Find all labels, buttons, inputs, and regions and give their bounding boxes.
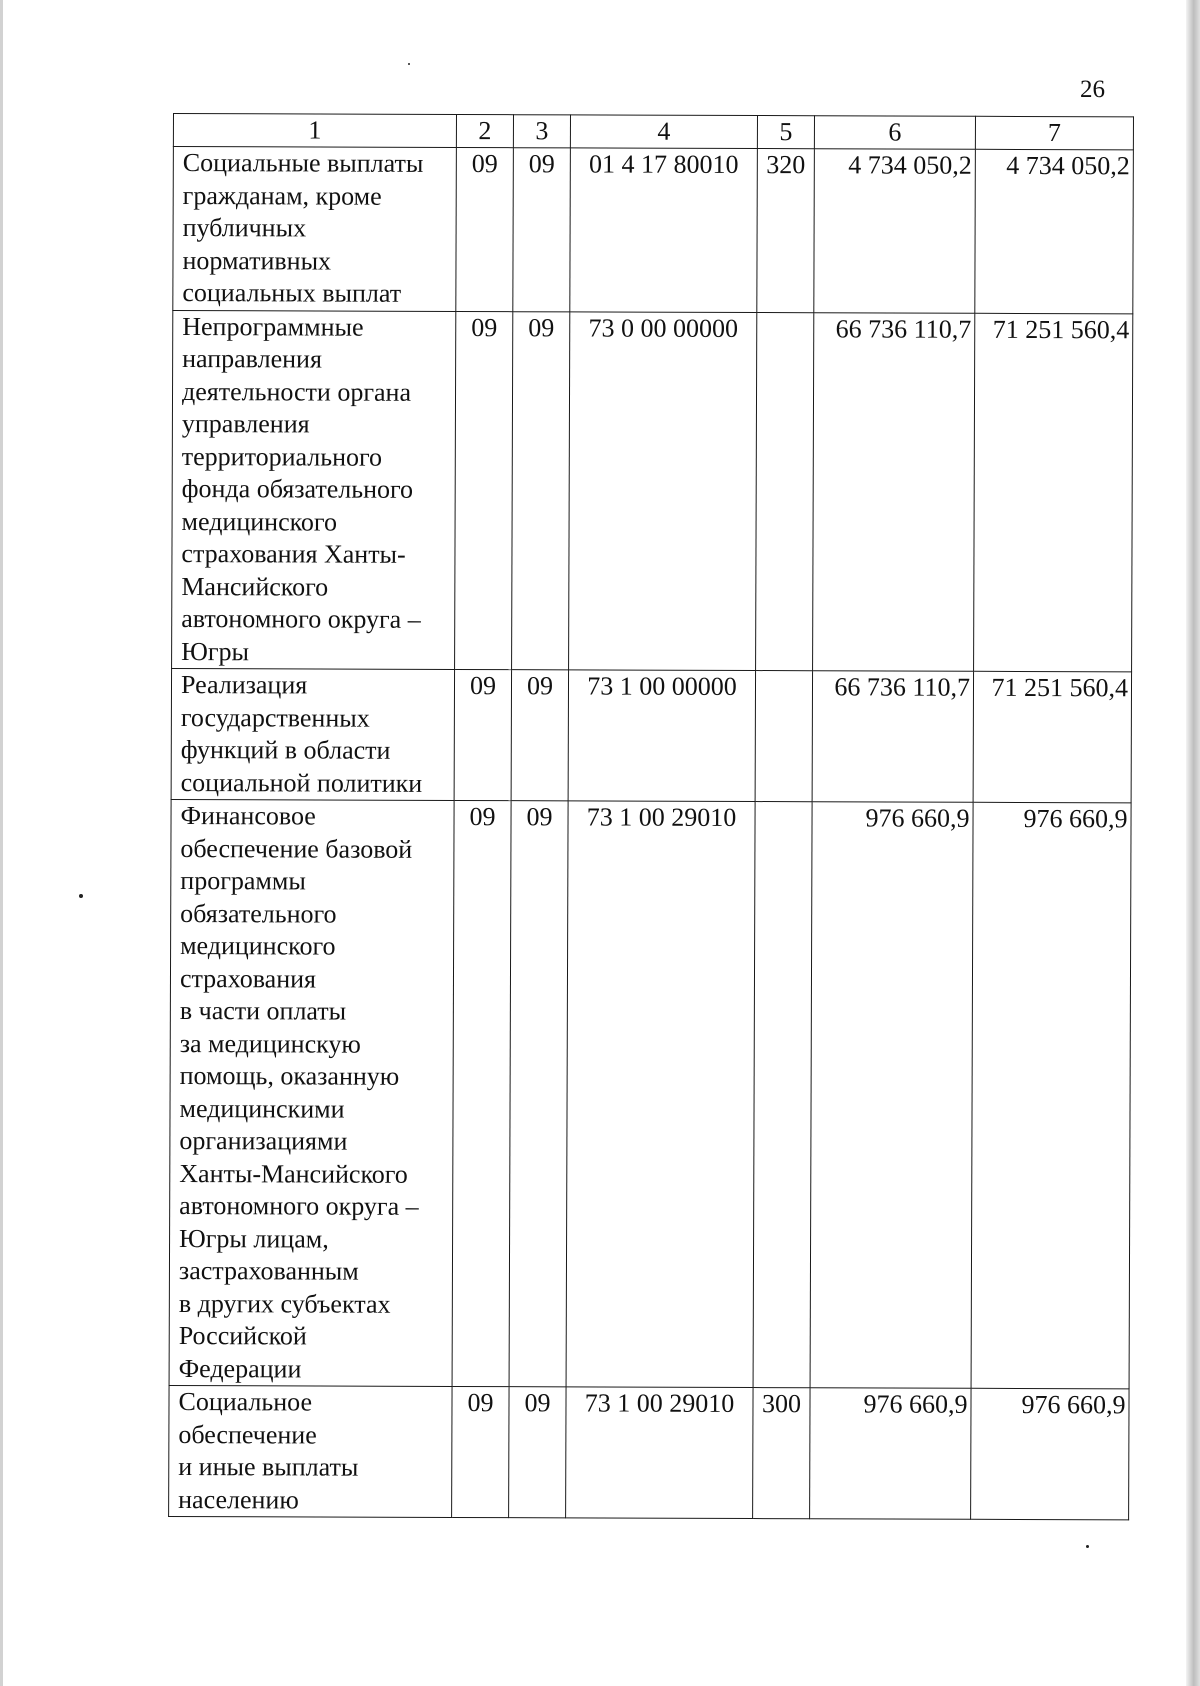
header-cell: 2 (456, 114, 513, 147)
row-name: Социальное обеспечение и иные выплаты населению (169, 1385, 452, 1517)
row-section: 09 (456, 147, 514, 311)
table-row (173, 147, 1134, 314)
header-cell: 6 (814, 116, 975, 150)
budget-table (168, 113, 1134, 1520)
row-amount-year2: 71 251 560,4 (974, 313, 1133, 672)
row-target-code: 01 4 17 80010 (570, 148, 758, 312)
row-amount-year2: 976 660,9 (971, 1388, 1129, 1520)
row-amount-year2: 71 251 560,4 (973, 671, 1131, 803)
row-name: Финансовое обеспечение базовой программы обязательного медицинского страхования в части оплаты за медицинскую помощь, оказанную медицинскими организациями Ханты-Мансийского автономного округа – Югры лицам, застрахованным в других субъектах Российской Федерации (169, 799, 454, 1386)
row-section: 09 (454, 669, 511, 800)
row-name: Реализация государственных функций в области социальной политики (171, 668, 454, 800)
row-subsection: 09 (509, 801, 568, 1387)
row-subsection: 09 (513, 148, 571, 312)
row-target-code: 73 1 00 00000 (568, 670, 755, 802)
row-section: 09 (452, 1386, 509, 1517)
row-amount-year1: 976 660,9 (810, 802, 973, 1389)
row-subsection: 09 (511, 670, 568, 801)
header-cell: 1 (173, 114, 456, 148)
row-amount-year1: 66 736 110,7 (813, 312, 975, 671)
row-target-code: 73 1 00 29010 (566, 1387, 753, 1519)
table-row (172, 310, 1133, 672)
table-row (171, 668, 1131, 802)
table-row (169, 799, 1131, 1388)
header-cell: 7 (975, 116, 1133, 150)
row-subsection: 09 (509, 1387, 566, 1518)
table-row (169, 1385, 1129, 1519)
row-expense-type (753, 802, 812, 1388)
row-amount-year2: 4 734 050,2 (975, 149, 1134, 313)
row-amount-year1: 66 736 110,7 (812, 671, 973, 803)
header-cell: 4 (570, 115, 757, 149)
row-target-code: 73 1 00 29010 (566, 801, 755, 1388)
scan-dot (408, 63, 410, 65)
scan-left-edge (0, 0, 3, 1686)
row-name: Непрограммные направления деятельности органа управления территориального фонда обязательного медицинского страхования Ханты- Мансийского автономного округа – Югры (172, 310, 456, 669)
header-cell: 5 (757, 116, 814, 149)
row-expense-type: 320 (757, 149, 815, 313)
scan-dot (1086, 1545, 1089, 1548)
header-cell: 3 (513, 115, 570, 148)
row-name: Социальные выплаты гражданам, кроме публичных нормативных социальных выплат (173, 147, 457, 311)
row-expense-type (755, 671, 812, 802)
scan-right-edge (1186, 0, 1200, 1686)
row-expense-type (756, 312, 814, 671)
scan-dot (79, 894, 83, 898)
page-number: 26 (1080, 76, 1105, 103)
row-section: 09 (455, 311, 513, 670)
row-section: 09 (452, 800, 511, 1386)
row-subsection: 09 (512, 311, 570, 670)
row-amount-year1: 976 660,9 (810, 1388, 971, 1520)
table-header-row (173, 114, 1133, 150)
row-target-code: 73 0 00 00000 (569, 311, 757, 670)
row-expense-type: 300 (753, 1388, 810, 1519)
row-amount-year2: 976 660,9 (971, 802, 1131, 1389)
row-amount-year1: 4 734 050,2 (814, 149, 976, 313)
